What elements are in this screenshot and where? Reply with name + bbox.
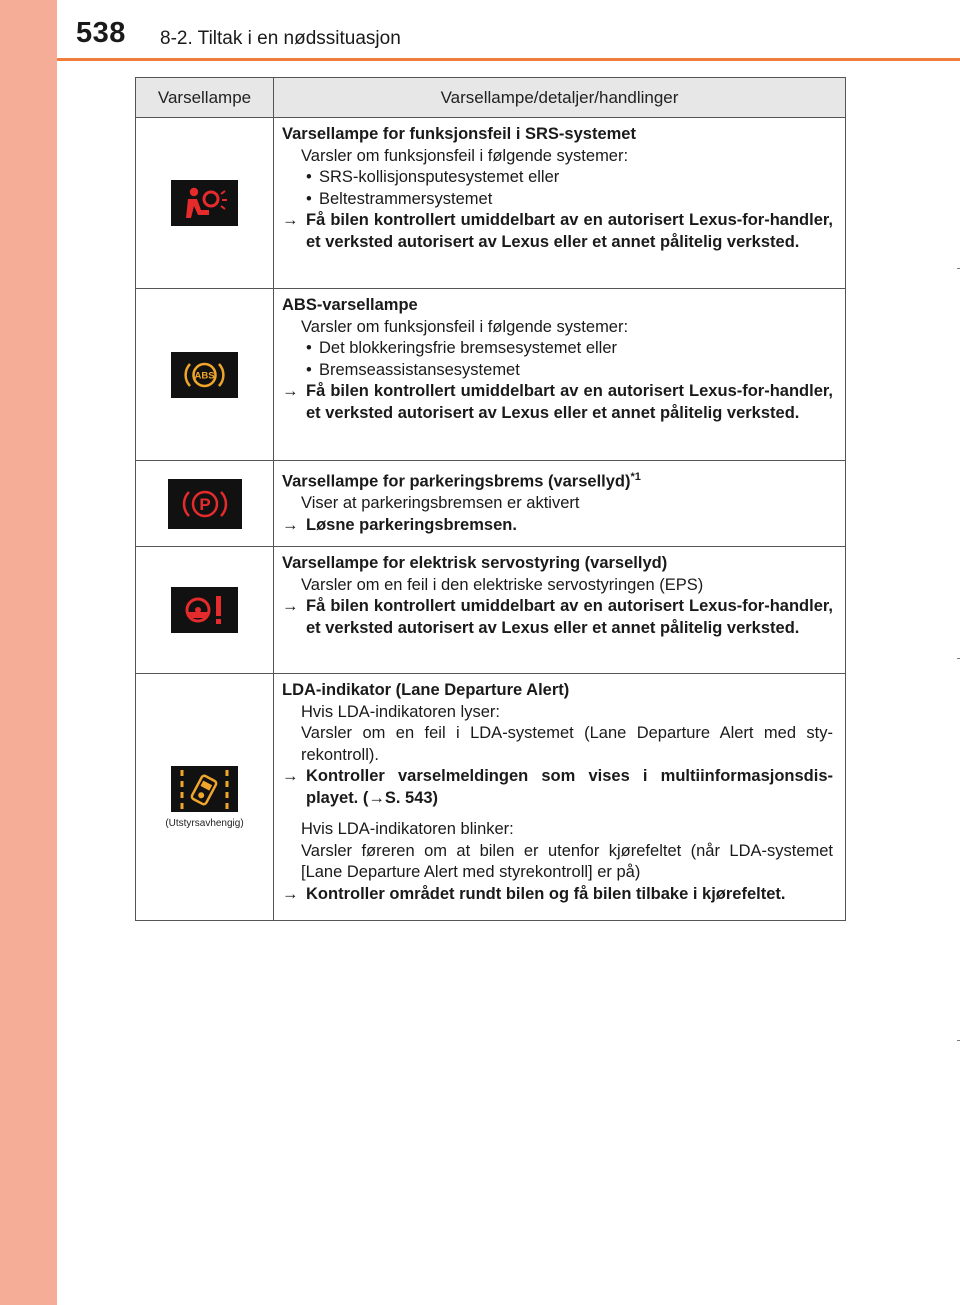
table-row bbox=[136, 118, 846, 289]
parking-brake-label: P bbox=[198, 494, 211, 514]
bullet-item: • Bremseassistansesystemet bbox=[282, 360, 833, 382]
lamp-cell bbox=[136, 547, 274, 674]
lamp-cell bbox=[136, 674, 274, 921]
description: Hvis LDA-indikatoren lyser: bbox=[301, 702, 500, 721]
lamp-title: ABS-varsellampe bbox=[282, 296, 418, 314]
arrow-icon: → bbox=[282, 382, 299, 400]
bullet-item: • Det blokkeringsfrie bremsesystemet eller bbox=[282, 338, 833, 360]
lamp-cell bbox=[136, 461, 274, 547]
header-rule bbox=[57, 58, 960, 61]
equipment-note: (Utstyrsavhengig) bbox=[165, 817, 244, 829]
details-cell bbox=[274, 118, 846, 289]
page-number: 538 bbox=[76, 17, 126, 49]
details-cell bbox=[274, 674, 846, 921]
details-cell bbox=[274, 461, 846, 547]
description: Varsler om funksjonsfeil i følgende systemer: bbox=[301, 317, 629, 336]
lamp-title-text: Varsellampe for parkeringsbrems (varsellyd) bbox=[282, 472, 631, 491]
description: Viser at parkeringsbremsen er aktivert bbox=[301, 494, 580, 512]
description: Varsler føreren om at bilen er utenfor kjørefeltet (når LDA-systemet [Lane Departure Alert med styrekontroll] er på) bbox=[301, 841, 833, 881]
action-line bbox=[282, 515, 833, 537]
side-color-strip bbox=[0, 0, 57, 1305]
lamp-title: Varsellampe for elektrisk servostyring (varsellyd) bbox=[282, 554, 668, 572]
action-text: Løsne parkeringsbremsen. bbox=[306, 515, 517, 534]
arrow-icon: → bbox=[282, 884, 299, 903]
action-text: Få bilen kontrollert umiddelbart av en autorisert Lexus-for-handler, et verksted autorisert av Lexus eller et annet pålitelig verksted. bbox=[306, 211, 833, 251]
details-cell bbox=[274, 289, 846, 461]
table-row bbox=[136, 461, 846, 547]
action-text: Få bilen kontrollert umiddelbart av en autorisert Lexus-for-handler, et verksted autorisert av Lexus eller et annet pålitelig verksted. bbox=[306, 597, 833, 637]
footnote-marker: *1 bbox=[630, 471, 641, 483]
bullet-item: • SRS-kollisjonsputesystemet eller bbox=[282, 167, 833, 189]
table-row bbox=[136, 674, 846, 921]
action-text: Kontroller området rundt bilen og få bilen tilbake i kjørefeltet. bbox=[306, 884, 786, 903]
description: Varsler om funksjonsfeil i følgende systemer: bbox=[301, 146, 629, 165]
column-header-details: Varsellampe/detaljer/handlinger bbox=[274, 78, 846, 118]
action-line bbox=[282, 766, 833, 809]
action-line bbox=[282, 381, 833, 424]
column-header-lamp: Varsellampe bbox=[136, 78, 274, 118]
warning-lights-table bbox=[135, 77, 846, 921]
parking-brake-warning-icon bbox=[168, 479, 242, 529]
lane-departure-alert-icon bbox=[171, 766, 238, 812]
table-header-row bbox=[136, 78, 846, 118]
section-title: 8-2. Tiltak i en nødssituasjon bbox=[160, 28, 401, 49]
action-line bbox=[282, 210, 833, 253]
lamp-cell bbox=[136, 118, 274, 289]
description: Hvis LDA-indikatoren blinker: bbox=[301, 820, 514, 838]
abs-label: ABS bbox=[194, 370, 215, 381]
table-row bbox=[136, 547, 846, 674]
arrow-icon: → bbox=[282, 515, 299, 534]
action-line bbox=[282, 884, 833, 906]
action-text: Få bilen kontrollert umiddelbart av en autorisert Lexus-for-handler, et verksted autorisert av Lexus eller et annet pålitelig verksted. bbox=[306, 382, 833, 422]
srs-airbag-warning-icon bbox=[171, 180, 238, 226]
arrow-icon: → bbox=[282, 211, 299, 229]
details-cell bbox=[274, 547, 846, 674]
lamp-cell bbox=[136, 289, 274, 461]
description: Varsler om en feil i den elektriske servostyringen (EPS) bbox=[301, 575, 704, 594]
table-row bbox=[136, 289, 846, 461]
power-steering-warning-icon bbox=[171, 587, 238, 633]
arrow-icon: → bbox=[282, 767, 299, 785]
action-line bbox=[282, 596, 833, 639]
lamp-title: Varsellampe for funksjonsfeil i SRS-systemet bbox=[282, 125, 636, 143]
description: Varsler om en feil i LDA-systemet (Lane Departure Alert med sty-rekontroll). bbox=[301, 724, 833, 764]
lamp-title bbox=[282, 467, 833, 493]
bullet-item: • Beltestrammersystemet bbox=[282, 189, 833, 211]
lamp-title: LDA-indikator (Lane Departure Alert) bbox=[282, 681, 570, 699]
abs-warning-icon bbox=[171, 352, 238, 398]
arrow-icon: → bbox=[282, 597, 299, 615]
action-text: Kontroller varselmeldingen som vises i multiinformasjonsdis-playet. (→S. 543) bbox=[306, 767, 833, 807]
spacer bbox=[282, 809, 833, 819]
